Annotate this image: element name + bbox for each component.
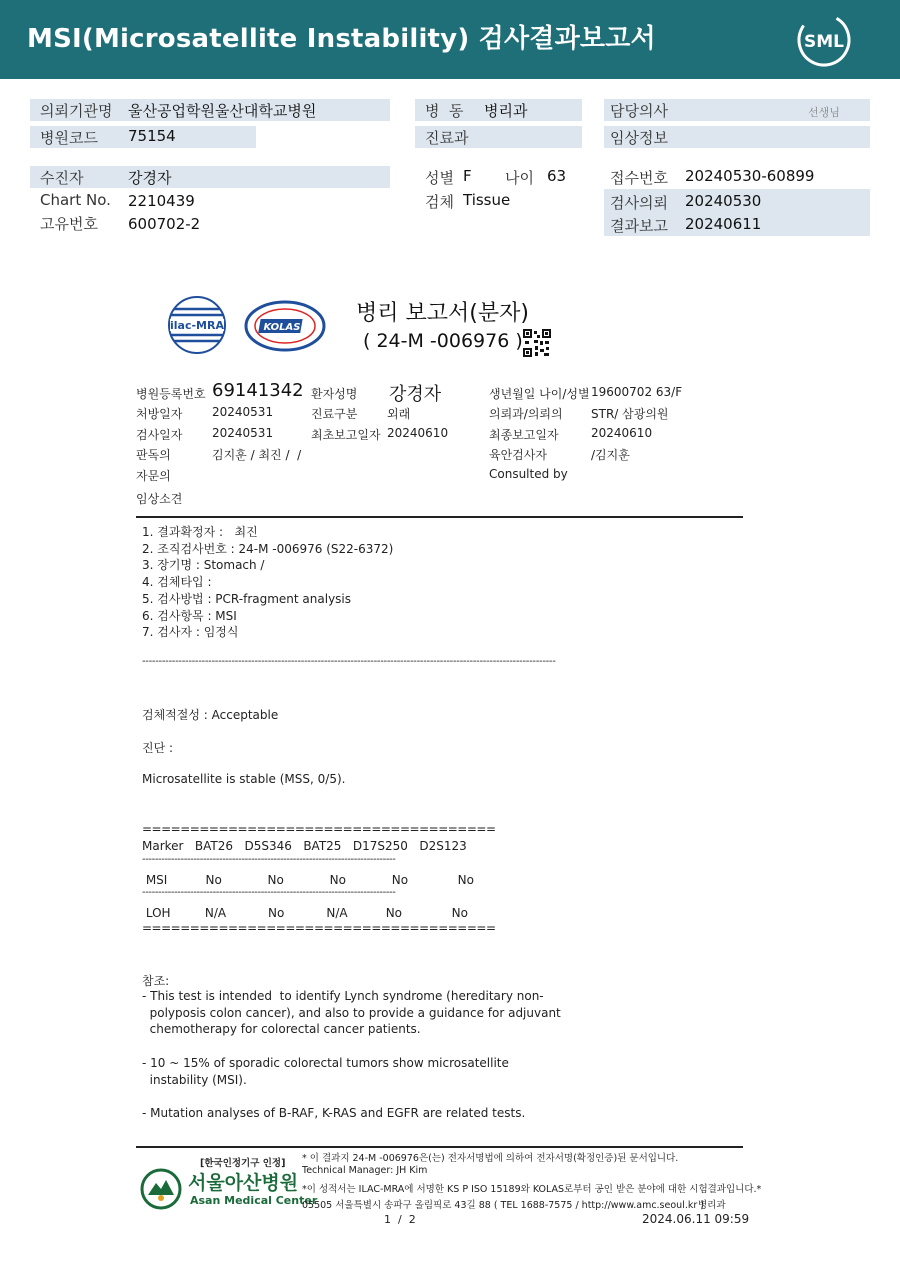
result-item: 1. 결과확정자 : 최진	[142, 525, 258, 539]
first-report-label: 최초보고일자	[311, 428, 381, 442]
qr-code-icon	[523, 329, 551, 357]
footer-divider	[136, 1146, 743, 1148]
cert-label: [한국인정기구 인정]	[200, 1158, 286, 1169]
footer-dept: 병리과	[698, 1200, 726, 1211]
result-item: 4. 검체타입 :	[142, 575, 212, 590]
request-date-value: 20240530	[685, 192, 762, 210]
age-label: 나이	[505, 169, 534, 187]
institution-value: 울산공업학원울산대학교병원	[128, 102, 317, 120]
patient-value: 강경자	[128, 169, 172, 187]
specimen-value: Tissue	[463, 191, 511, 209]
test-date-value: 20240531	[212, 426, 274, 440]
table-row-loh: LOH N/A No N/A No No	[142, 906, 468, 920]
reference-note-line: instability (MSI).	[142, 1072, 247, 1087]
result-item: 2. 조직검사번호 : 24-M -006976 (S22-6372)	[142, 541, 394, 556]
reference-note-line: polyposis colon cancer), and also to provide a guidance for adjuvant	[142, 1005, 561, 1020]
table-row-msi: MSI No No No No No	[142, 873, 474, 887]
result-item: 3. 장기명 : Stomach /	[142, 558, 265, 573]
report-number: ( 24-M -006976 )	[363, 330, 523, 352]
doctor-label: 담당의사	[610, 102, 668, 120]
request-date-label: 검사의뢰	[610, 194, 668, 212]
clinical-info-label: 임상정보	[610, 129, 668, 147]
unique-no-value: 600702-2	[128, 215, 201, 233]
dept-label: 진료과	[425, 129, 469, 147]
asan-emblem-icon	[140, 1168, 182, 1210]
visit-value: 외래	[387, 407, 411, 421]
page-number: 1 / 2	[384, 1213, 416, 1226]
sex-value: F	[463, 167, 472, 185]
final-report-label: 최종보고일자	[489, 428, 559, 442]
technical-manager: Technical Manager: JH Kim	[302, 1165, 428, 1176]
divider	[136, 516, 743, 518]
sml-logo-icon	[796, 12, 852, 68]
reader-value: 김지훈 / 최진 / /	[212, 448, 302, 462]
chart-value: 2210439	[128, 192, 195, 210]
patient-row-bg	[30, 166, 390, 188]
reference-note-line: - Mutation analyses of B-RAF, K-RAS and EGFR are related tests.	[142, 1105, 526, 1120]
doctor-suffix: 선생님	[808, 106, 840, 119]
ward-label: 병 동	[425, 102, 464, 120]
table-header: Marker BAT26 D5S346 BAT25 D17S250 D2S123	[142, 839, 467, 853]
rx-date-label: 처방일자	[136, 407, 183, 421]
gross-tech-label: 육안검사자	[489, 448, 547, 462]
hospital-code-label: 병원코드	[40, 129, 98, 147]
name-label: 환자성명	[311, 387, 358, 401]
reference-note-line: - 10 ~ 15% of sporadic colorectal tumors show microsatellite	[142, 1055, 509, 1070]
hospital-name-ko: 서울아산병원	[188, 1172, 299, 1194]
name-value: 강경자	[389, 384, 442, 405]
age-value: 63	[547, 167, 567, 185]
reference-note-line: - This test is intended to identify Lynch syndrome (hereditary non-	[142, 989, 544, 1003]
reg-no-value: 69141342	[212, 380, 304, 401]
specimen-label: 검체	[425, 193, 454, 211]
dob-label: 생년월일 나이/성별	[489, 387, 590, 401]
ilac-mra-logo-icon	[166, 295, 228, 355]
hospital-address: 05505 서울특별시 송파구 올림픽로 43길 88 ( TEL 1688-7575 / http://www.amc.seoul.kr )	[302, 1200, 704, 1211]
report-title: 병리 보고서(분자)	[356, 301, 529, 326]
esign-notice: * 이 결과지 24-M -006976은(는) 전자서명법에 의하여 전자서명(확정인증)된 문서입니다.	[302, 1153, 679, 1164]
adequacy-text: 검체적절성 : Acceptable	[142, 708, 279, 722]
accession-value: 20240530-60899	[685, 167, 815, 185]
table-rule-top: =====================================	[142, 822, 496, 836]
institution-label: 의뢰기관명	[40, 102, 113, 120]
final-report-value: 20240610	[591, 426, 653, 440]
result-date-label: 결과보고	[610, 217, 668, 235]
svg-text:ilac-MRA: ilac-MRA	[170, 319, 224, 332]
result-date-value: 20240611	[685, 215, 762, 233]
table-rule-bottom: =====================================	[142, 921, 496, 935]
result-item: 7. 검사자 : 임정식	[142, 625, 239, 640]
page-title: MSI(Microsatellite Instability) 검사결과보고서	[27, 24, 656, 54]
diagnosis-text: Microsatellite is stable (MSS, 0/5).	[142, 772, 346, 786]
test-date-label: 검사일자	[136, 428, 183, 442]
reader-label: 판독의	[136, 448, 171, 462]
reg-no-label: 병원등록번호	[136, 387, 206, 401]
dob-value: 19600702 63/F	[591, 385, 683, 399]
hospital-name-en: Asan Medical Center	[190, 1194, 318, 1207]
patient-label: 수진자	[40, 169, 84, 187]
logo-text: SML	[804, 32, 844, 52]
accreditation-notice: *이 성적서는 ILAC-MRA에 서명한 KS P ISO 15189와 KOLAS로부터 공인 받은 분야에 대한 시험결과입니다.*	[302, 1184, 762, 1195]
chart-label: Chart No.	[40, 191, 111, 209]
first-report-value: 20240610	[387, 426, 449, 440]
diagnosis-label: 진단 :	[142, 741, 174, 755]
hospital-code-value: 75154	[128, 127, 176, 145]
table-rule: -------------------------------------------------------------------------------	[142, 854, 396, 865]
ref-value: STR/ 삼광의원	[591, 407, 669, 421]
sex-label: 성별	[425, 169, 454, 187]
gross-tech-value: /김지훈	[591, 448, 630, 462]
dash-separator: -----------------------------------------------------------------------------------------------------------------------------	[142, 656, 556, 667]
svg-text:KOLAS: KOLAS	[263, 322, 301, 333]
result-item: 6. 검사항목 : MSI	[142, 608, 237, 623]
header-bar	[0, 0, 900, 79]
kolas-logo-icon	[244, 300, 326, 352]
rx-date-value: 20240531	[212, 405, 274, 419]
accession-label: 접수번호	[610, 169, 668, 187]
ward-value: 병리과	[484, 102, 528, 120]
unique-no-label: 고유번호	[40, 215, 98, 233]
advisor-label: 자문의	[136, 469, 171, 483]
table-rule: -------------------------------------------------------------------------------	[142, 887, 396, 898]
ref-label: 의뢰과/의뢰의	[489, 407, 563, 421]
reference-note-line: chemotherapy for colorectal cancer patients.	[142, 1022, 421, 1037]
visit-label: 진료구분	[311, 407, 358, 421]
consulted-label: Consulted by	[489, 467, 568, 481]
clinical-findings-label: 임상소견	[136, 492, 183, 506]
result-item: 5. 검사방법 : PCR-fragment analysis	[142, 591, 352, 606]
reference-label: 참조:	[142, 974, 170, 988]
print-timestamp: 2024.06.11 09:59	[642, 1212, 750, 1226]
